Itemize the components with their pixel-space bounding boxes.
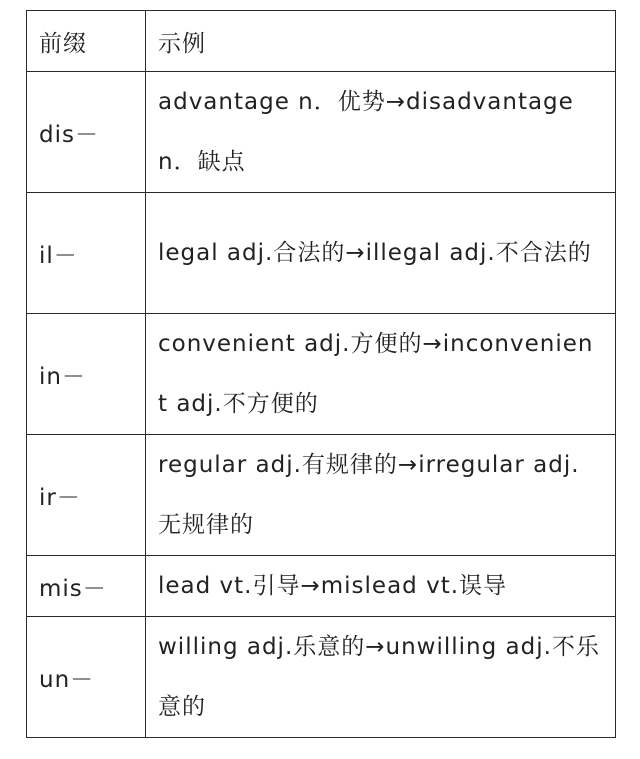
- header-example: 示例: [146, 11, 616, 72]
- example-cell: willing adj.乐意的→unwilling adj.不乐意的: [146, 617, 616, 738]
- table-row: [27, 72, 616, 193]
- example-cell: legal adj.合法的→illegal adj.不合法的: [146, 193, 616, 314]
- table-row: [27, 435, 616, 556]
- prefix-cell: dis－: [27, 72, 146, 193]
- prefix-table: [26, 10, 616, 738]
- example-cell: lead vt.引导→mislead vt.误导: [146, 556, 616, 617]
- prefix-cell: il－: [27, 193, 146, 314]
- example-cell: regular adj.有规律的→irregular adj.无规律的: [146, 435, 616, 556]
- prefix-cell: un－: [27, 617, 146, 738]
- prefix-cell: mis－: [27, 556, 146, 617]
- table-header-row: [27, 11, 616, 72]
- header-prefix: 前缀: [27, 11, 146, 72]
- prefix-cell: ir－: [27, 435, 146, 556]
- table-row: [27, 556, 616, 617]
- table-row: [27, 314, 616, 435]
- table-row: [27, 193, 616, 314]
- table-row: [27, 617, 616, 738]
- prefix-cell: in－: [27, 314, 146, 435]
- example-cell: advantage n．优势→disadvantage n．缺点: [146, 72, 616, 193]
- example-cell: convenient adj.方便的→inconvenient adj.不方便的: [146, 314, 616, 435]
